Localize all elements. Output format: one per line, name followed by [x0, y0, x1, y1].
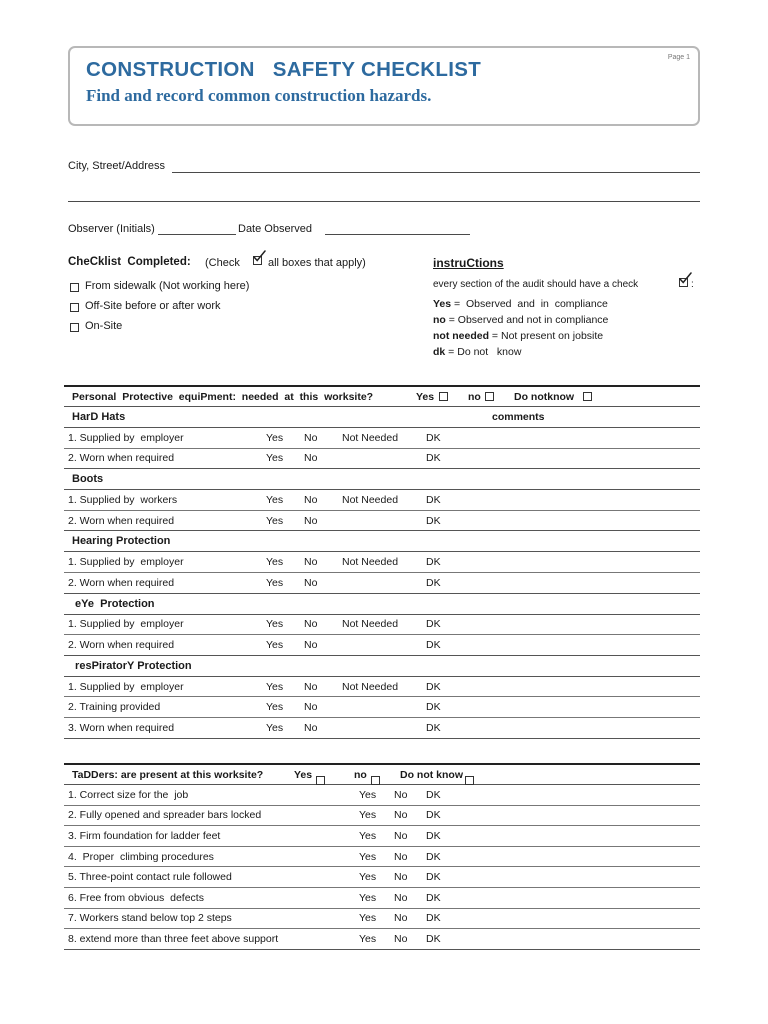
option-label-off-site: Off-Site before or after work	[85, 300, 221, 312]
ppe-row-not-needed-option[interactable]: Not Needed	[342, 493, 399, 506]
ladder-row-no-option[interactable]: No	[394, 850, 408, 863]
ppe-row-label: 2. Worn when required	[68, 452, 175, 465]
table-row	[64, 677, 700, 698]
ppe-header-title: Personal Protective equiPment: needed at this worksite?	[72, 390, 374, 403]
ppe-row-yes-option[interactable]: Yes	[266, 701, 284, 714]
legend-dk-term: dk	[433, 346, 446, 358]
table-row	[64, 490, 700, 511]
ppe-row-label: 2. Worn when required	[68, 576, 175, 589]
ladder-row-yes-option[interactable]: Yes	[359, 850, 377, 863]
table-row	[64, 635, 700, 656]
page-subtitle: Find and record common construction hazards.	[86, 86, 432, 105]
ladder-row-no-option[interactable]: No	[394, 932, 408, 945]
ladder-row-dk-option[interactable]: DK	[426, 932, 441, 945]
ppe-section-header	[64, 656, 700, 677]
ppe-row-no-option[interactable]: No	[304, 721, 318, 734]
ladder-row-no-option[interactable]: No	[394, 871, 408, 884]
ladders-table-header-row	[64, 763, 700, 785]
ppe-row-yes-option[interactable]: Yes	[266, 431, 284, 444]
ladder-row-yes-option[interactable]: Yes	[359, 891, 377, 904]
ppe-row-no-option[interactable]: No	[304, 493, 318, 506]
ladders-header-no-label: no	[354, 768, 367, 781]
ladders-header-yes-checkbox[interactable]	[316, 776, 325, 785]
ladder-row-label: 8. extend more than three feet above support	[68, 932, 279, 945]
ladder-row-label: 2. Fully opened and spreader bars locked	[68, 809, 262, 822]
observer-input-line[interactable]	[158, 234, 236, 235]
ppe-row-label: 2. Worn when required	[68, 638, 175, 651]
ppe-section-name: Hearing Protection	[72, 535, 171, 548]
address-label: City, Street/Address	[68, 160, 165, 172]
ppe-row-dk-option[interactable]: DK	[426, 452, 441, 465]
ppe-section-header	[64, 531, 700, 552]
observer-label: Observer (Initials)	[68, 223, 155, 235]
legend-yes-term: Yes	[433, 298, 452, 310]
legend-not-needed-term: not needed	[433, 330, 490, 342]
table-row	[64, 806, 700, 827]
ppe-table-header-row	[64, 385, 700, 407]
table-row	[64, 573, 700, 594]
ladder-row-no-option[interactable]: No	[394, 891, 408, 904]
ppe-row-no-option[interactable]: No	[304, 576, 318, 589]
ppe-header-yes-label: Yes	[416, 390, 435, 403]
ppe-row-dk-option[interactable]: DK	[426, 514, 441, 527]
table-row	[64, 511, 700, 532]
ppe-section-header	[64, 407, 700, 428]
ppe-section-name: resPiratorY Protection	[72, 659, 192, 672]
checkbox-off-site[interactable]	[70, 303, 79, 312]
ppe-row-dk-option[interactable]: DK	[426, 493, 441, 506]
ladders-header-title: TaDDers: are present at this worksite?	[72, 768, 264, 781]
legend-not-needed	[433, 330, 603, 342]
ppe-row-no-option[interactable]: No	[304, 431, 318, 444]
legend-no	[433, 314, 608, 326]
option-label-on-site: On-Site	[85, 320, 123, 332]
table-row	[64, 785, 700, 806]
ppe-row-no-option[interactable]: No	[304, 680, 318, 693]
ppe-row-label: 3. Worn when required	[68, 721, 175, 734]
date-observed-input-line[interactable]	[325, 234, 470, 235]
ppe-row-label: 2. Worn when required	[68, 514, 175, 527]
ppe-section-name: Boots	[72, 473, 104, 486]
checkbox-on-site[interactable]	[70, 323, 79, 332]
ppe-row-label: 1. Supplied by employer	[68, 680, 184, 693]
page-number: Page 1	[667, 54, 690, 61]
ppe-row-dk-option[interactable]: DK	[426, 638, 441, 651]
ppe-section-header	[64, 594, 700, 615]
ladders-table	[64, 763, 700, 950]
ppe-row-dk-option[interactable]: DK	[426, 701, 441, 714]
ppe-row-yes-option[interactable]: Yes	[266, 638, 284, 651]
address-input-line-1[interactable]	[172, 172, 700, 173]
table-row	[64, 929, 700, 950]
ladder-row-yes-option[interactable]: Yes	[359, 932, 377, 945]
checklist-completed-note-close: all boxes that apply)	[268, 257, 366, 269]
ppe-row-yes-option[interactable]: Yes	[266, 556, 284, 569]
ppe-row-dk-option[interactable]: DK	[426, 556, 441, 569]
ladder-row-label: 6. Free from obvious defects	[68, 891, 204, 904]
table-row	[64, 888, 700, 909]
ladder-row-no-option[interactable]: No	[394, 912, 408, 925]
ladder-row-dk-option[interactable]: DK	[426, 871, 441, 884]
ladder-row-dk-option[interactable]: DK	[426, 809, 441, 822]
ladder-row-no-option[interactable]: No	[394, 788, 408, 801]
ladder-row-no-option[interactable]: No	[394, 829, 408, 842]
table-row	[64, 449, 700, 470]
checkbox-from-sidewalk[interactable]	[70, 283, 79, 292]
ppe-row-not-needed-option[interactable]: Not Needed	[342, 618, 399, 631]
ppe-row-dk-option[interactable]: DK	[426, 680, 441, 693]
checklist-sample-checkbox[interactable]	[253, 256, 262, 265]
legend-no-desc: = Observed and not in compliance	[445, 314, 609, 326]
ladder-row-yes-option[interactable]: Yes	[359, 788, 377, 801]
table-row	[64, 552, 700, 573]
date-observed-label: Date Observed	[238, 223, 312, 235]
legend-not-needed-desc: = Not present on jobsite	[489, 330, 604, 342]
ladders-header-yes-label: Yes	[294, 768, 313, 781]
ladder-row-label: 4. Proper climbing procedures	[68, 850, 214, 863]
ppe-row-yes-option[interactable]: Yes	[266, 721, 284, 734]
ladder-row-dk-option[interactable]: DK	[426, 788, 441, 801]
ppe-header-yes-checkbox[interactable]	[439, 392, 448, 401]
ladder-row-label: 1. Correct size for the job	[68, 788, 189, 801]
ppe-table	[64, 385, 700, 739]
ppe-row-no-option[interactable]: No	[304, 638, 318, 651]
checklist-completed-title: CheCklist Completed:	[68, 256, 191, 268]
ppe-row-dk-option[interactable]: DK	[426, 618, 441, 631]
instructions-lead-suffix: :	[691, 279, 694, 290]
ladder-row-dk-option[interactable]: DK	[426, 891, 441, 904]
instructions-sample-checkbox	[679, 278, 688, 287]
ppe-row-label: 1. Supplied by employer	[68, 618, 184, 631]
instructions-title: instruCtions	[433, 256, 504, 270]
legend-yes	[433, 298, 608, 310]
ppe-row-yes-option[interactable]: Yes	[266, 452, 284, 465]
ppe-row-not-needed-option[interactable]: Not Needed	[342, 680, 399, 693]
table-row	[64, 428, 700, 449]
ladder-row-label: 5. Three-point contact rule followed	[68, 871, 232, 884]
ppe-row-label: 1. Supplied by employer	[68, 556, 184, 569]
ladder-row-dk-option[interactable]: DK	[426, 912, 441, 925]
legend-dk-desc: = Do not know	[445, 346, 522, 358]
ladder-row-yes-option[interactable]: Yes	[359, 809, 377, 822]
ppe-row-dk-option[interactable]: DK	[426, 721, 441, 734]
ladder-row-yes-option[interactable]: Yes	[359, 871, 377, 884]
checklist-completed-note-open: (Check	[205, 257, 240, 269]
table-row	[64, 909, 700, 930]
ladder-row-yes-option[interactable]: Yes	[359, 912, 377, 925]
ppe-row-dk-option[interactable]: DK	[426, 431, 441, 444]
ppe-row-no-option[interactable]: No	[304, 452, 318, 465]
table-row	[64, 697, 700, 718]
ppe-row-yes-option[interactable]: Yes	[266, 514, 284, 527]
legend-no-term: no	[433, 314, 446, 326]
comments-column-label: comments	[492, 411, 545, 423]
page-title: CONSTRUCTION SAFETY CHECKLIST	[86, 58, 482, 81]
ladders-header-dk-label: Do not know	[400, 768, 463, 781]
table-row	[64, 718, 700, 739]
ppe-header-dk-label: Do notknow	[514, 390, 575, 403]
ppe-row-no-option[interactable]: No	[304, 701, 318, 714]
ladder-row-label: 3. Firm foundation for ladder feet	[68, 829, 221, 842]
ladders-header-dk-checkbox[interactable]	[465, 776, 474, 785]
ppe-row-label: 2. Training provided	[68, 701, 161, 714]
option-label-from-sidewalk: From sidewalk (Not working here)	[85, 280, 250, 292]
ppe-row-label: 1. Supplied by employer	[68, 431, 184, 444]
ppe-row-label: 1. Supplied by workers	[68, 493, 178, 506]
legend-yes-desc: = Observed and in compliance	[451, 298, 608, 310]
ladder-row-dk-option[interactable]: DK	[426, 850, 441, 863]
ppe-section-name: eYe Protection	[72, 597, 155, 610]
ppe-row-yes-option[interactable]: Yes	[266, 618, 284, 631]
ladder-row-dk-option[interactable]: DK	[426, 829, 441, 842]
ppe-row-yes-option[interactable]: Yes	[266, 493, 284, 506]
ladder-row-label: 7. Workers stand below top 2 steps	[68, 912, 232, 925]
address-input-line-2[interactable]	[68, 201, 700, 202]
ppe-section-name: HarD Hats	[72, 411, 126, 423]
table-row	[64, 867, 700, 888]
ppe-row-yes-option[interactable]: Yes	[266, 680, 284, 693]
ppe-row-yes-option[interactable]: Yes	[266, 576, 284, 589]
table-row	[64, 847, 700, 868]
ladder-row-no-option[interactable]: No	[394, 809, 408, 822]
ppe-row-dk-option[interactable]: DK	[426, 576, 441, 589]
ladder-row-yes-option[interactable]: Yes	[359, 829, 377, 842]
ppe-section-header	[64, 469, 700, 490]
legend-dk	[433, 346, 521, 358]
ppe-row-no-option[interactable]: No	[304, 556, 318, 569]
table-row	[64, 615, 700, 636]
ppe-row-not-needed-option[interactable]: Not Needed	[342, 556, 399, 569]
table-row	[64, 826, 700, 847]
ppe-header-no-label: no	[468, 390, 481, 403]
instructions-lead: every section of the audit should have a check	[433, 279, 639, 290]
ppe-row-no-option[interactable]: No	[304, 618, 318, 631]
ladders-header-no-checkbox[interactable]	[371, 776, 380, 785]
ppe-row-no-option[interactable]: No	[304, 514, 318, 527]
ppe-row-not-needed-option[interactable]: Not Needed	[342, 431, 399, 444]
ppe-header-no-checkbox[interactable]	[485, 392, 494, 401]
header-banner	[68, 46, 700, 126]
ppe-header-dk-checkbox[interactable]	[583, 392, 592, 401]
